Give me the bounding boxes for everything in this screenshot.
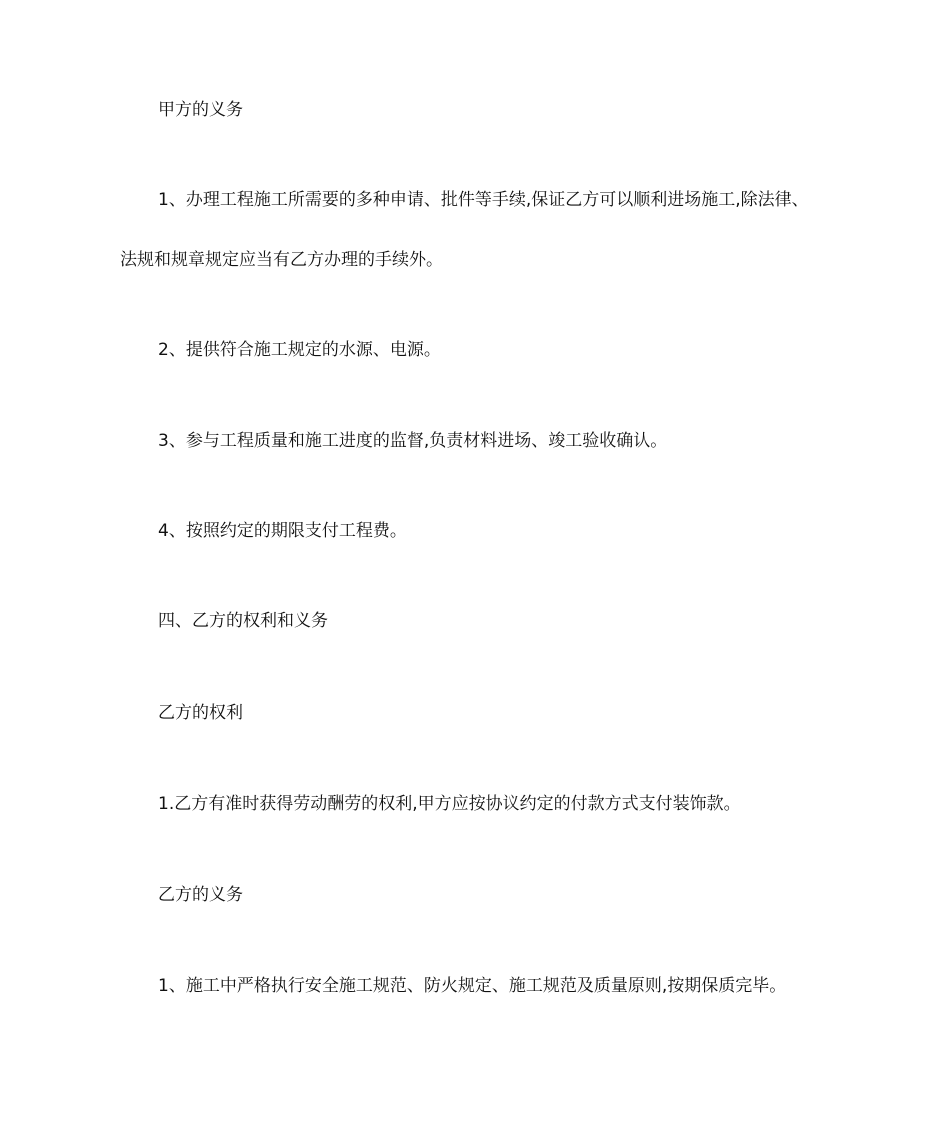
paragraph-line: 1、施工中严格执行安全施工规范、防火规定、施工规范及质量原则,按期保质完毕。 — [158, 976, 787, 996]
heading-party-b-obligations: 乙方的义务 — [158, 885, 243, 905]
section-heading: 四、乙方的权利和义务 — [158, 611, 328, 631]
heading-party-a-obligations: 甲方的义务 — [158, 100, 243, 120]
paragraph-line: 法规和规章规定应当有乙方办理的手续外。 — [120, 250, 443, 270]
paragraph-line: 3、参与工程质量和施工进度的监督,负责材料进场、竣工验收确认。 — [158, 431, 668, 451]
paragraph-line: 1、办理工程施工所需要的多种申请、批件等手续,保证乙方可以顺利进场施工,除法律、 — [158, 190, 809, 210]
paragraph-line: 1.乙方有准时获得劳动酬劳的权利,甲方应按协议约定的付款方式支付装饰款。 — [158, 794, 741, 814]
paragraph-line: 2、提供符合施工规定的水源、电源。 — [158, 340, 441, 360]
paragraph-line: 4、按照约定的期限支付工程费。 — [158, 521, 407, 541]
heading-party-b-rights: 乙方的权利 — [158, 703, 243, 723]
